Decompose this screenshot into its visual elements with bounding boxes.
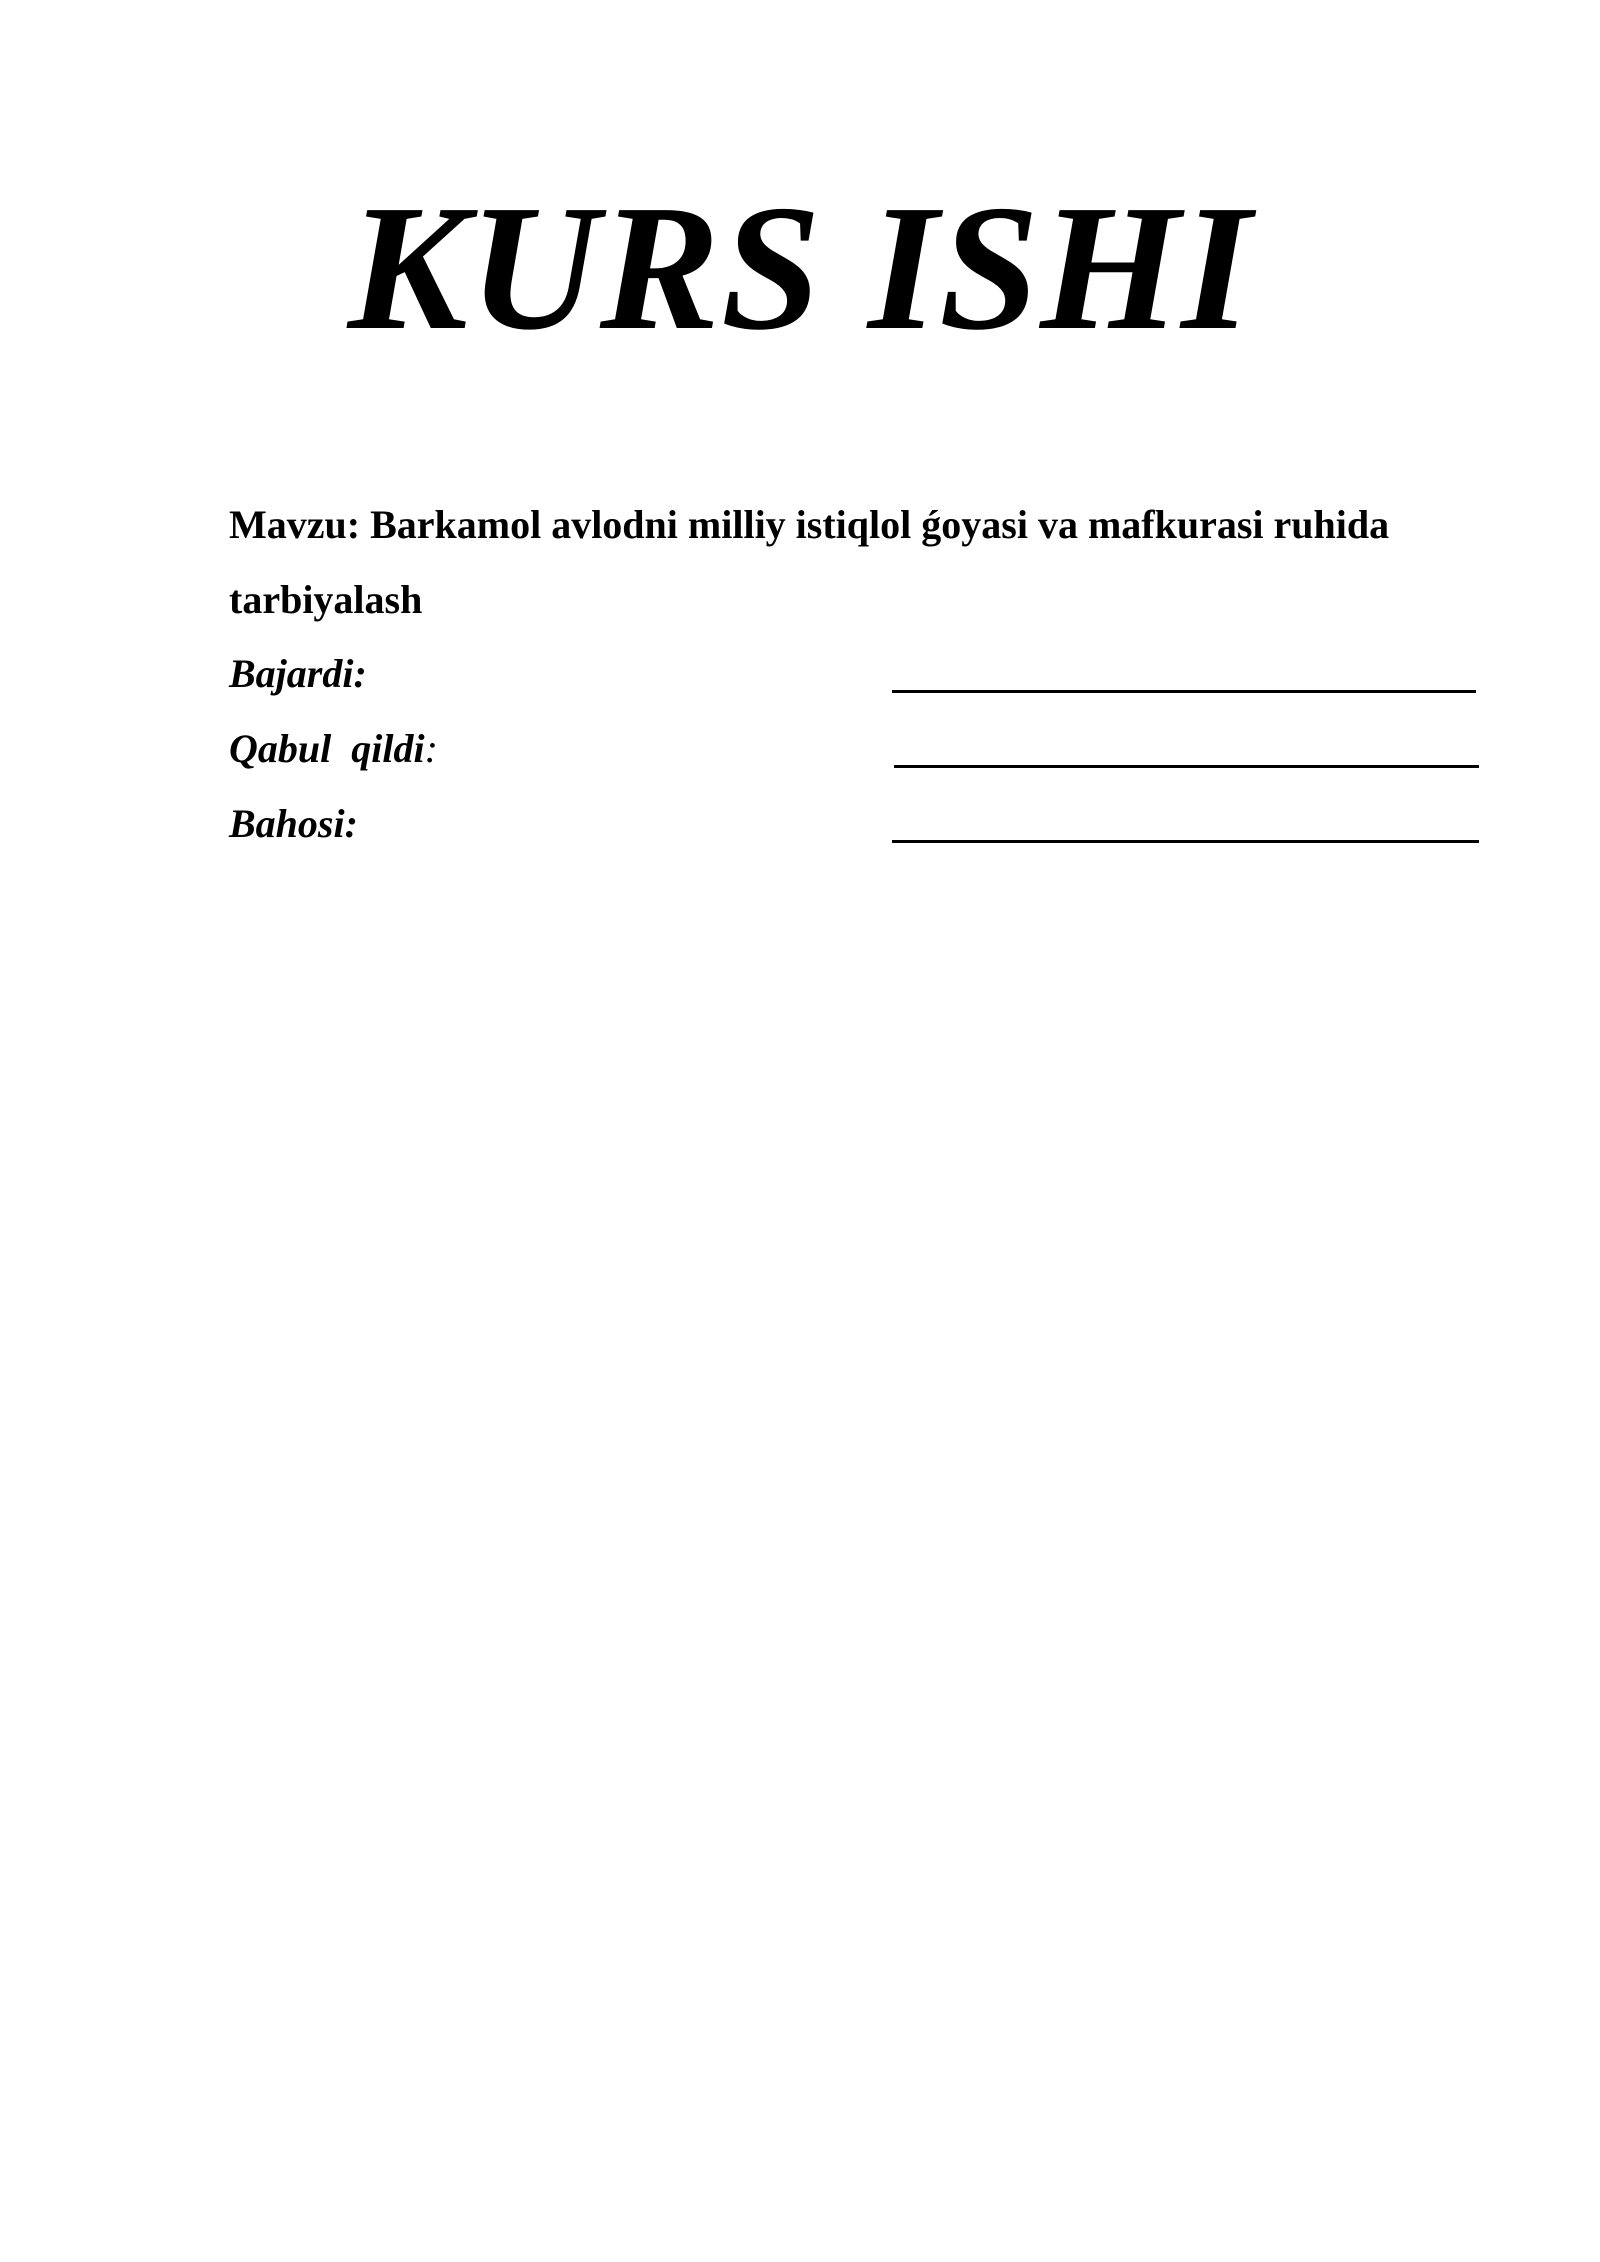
topic-label: Mavzu: xyxy=(229,502,361,547)
performer-signature-line xyxy=(892,690,1476,693)
grade-signature-line xyxy=(892,840,1479,843)
topic-paragraph xyxy=(229,487,1529,637)
grade-label: Bahosi: xyxy=(229,801,358,846)
field-row-accepted-by xyxy=(229,711,1479,786)
field-row-performer xyxy=(229,636,1479,711)
accepted-by-colon: : xyxy=(424,726,438,771)
topic-text: Barkamol avlodni milliy istiqlol ǵoyasi va mafkurasi ruhida tarbiyalash xyxy=(229,502,1390,622)
accepted-by-label-text: Qabul qildi xyxy=(229,726,425,771)
performer-label: Bajardi: xyxy=(229,651,367,696)
accepted-by-label xyxy=(229,711,438,786)
accepted-by-signature-line xyxy=(894,765,1479,768)
document-title: KURS ISHI xyxy=(347,168,1253,367)
field-row-grade xyxy=(229,786,1479,861)
